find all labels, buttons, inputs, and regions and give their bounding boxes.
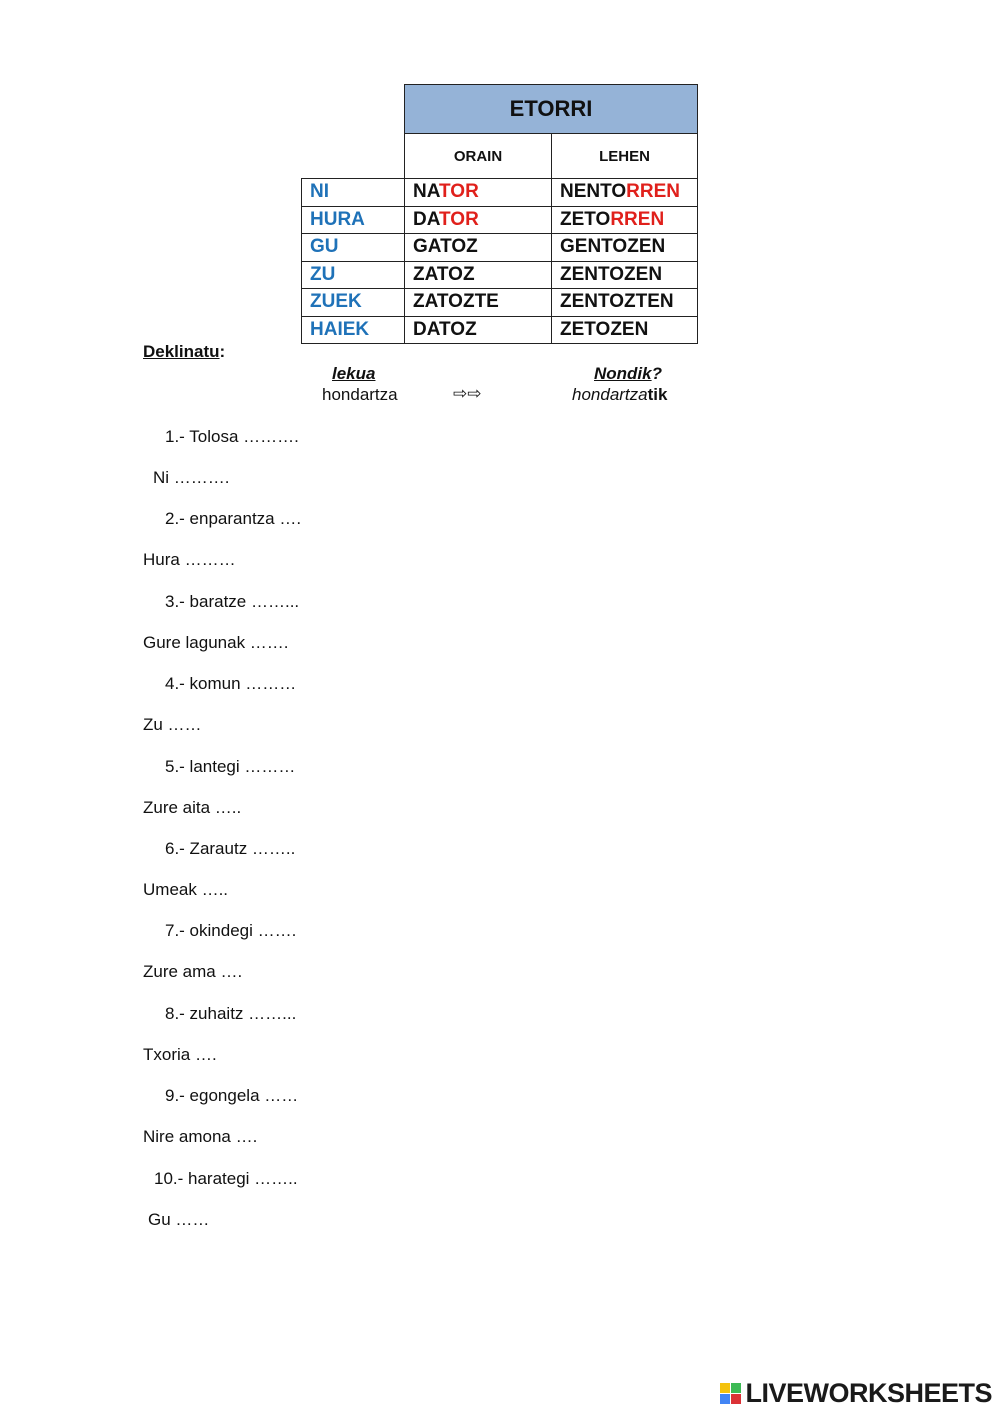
orain-stem: NA bbox=[413, 181, 440, 203]
exercise-place: 5.- lantegi ……… bbox=[165, 756, 296, 776]
pronoun-cell: HURA bbox=[302, 206, 405, 234]
example-result bbox=[572, 385, 667, 405]
table-row bbox=[302, 289, 698, 317]
exercise-place: 3.- baratze ……... bbox=[165, 591, 300, 611]
instruction-label-text: Deklinatu bbox=[143, 342, 220, 361]
exercise-sentence: Ni ………. bbox=[153, 468, 230, 487]
example-right-header-qmark: ? bbox=[651, 364, 662, 383]
exercise-sentence: Umeak ….. bbox=[143, 880, 229, 899]
logo-square bbox=[720, 1394, 730, 1404]
exercise-place: 6.- Zarautz …….. bbox=[165, 839, 296, 858]
lehen-stem: ZENTOZEN bbox=[560, 263, 663, 285]
exercise-place: 4.- komun ……… bbox=[165, 674, 297, 694]
orain-stem: ZATOZ bbox=[413, 263, 475, 285]
pronoun-cell: HAIEK bbox=[302, 316, 405, 344]
liveworksheets-logo-icon bbox=[720, 1383, 741, 1404]
exercise-sentence: Zure ama …. bbox=[143, 962, 243, 982]
lehen-cell bbox=[552, 206, 698, 234]
column-header-lehen: LEHEN bbox=[552, 134, 698, 179]
orain-cell bbox=[405, 179, 552, 207]
lehen-cell bbox=[552, 261, 698, 289]
pronoun-cell: NI bbox=[302, 179, 405, 207]
orain-stem: ZATOZTE bbox=[413, 291, 499, 313]
exercise-sentence: Hura ……… bbox=[143, 550, 236, 570]
example-left-header: lekua bbox=[332, 364, 376, 383]
lehen-stem: GENTOZEN bbox=[560, 236, 666, 258]
lehen-stem: ZETOZEN bbox=[560, 318, 649, 340]
exercise-place: 10.- harategi …….. bbox=[154, 1168, 298, 1188]
lehen-cell bbox=[552, 179, 698, 207]
table-row bbox=[302, 234, 698, 262]
table-row bbox=[302, 206, 698, 234]
brand-logo bbox=[720, 1378, 992, 1409]
lehen-ending: RREN bbox=[610, 208, 665, 230]
exercise-place: 2.- enparantza …. bbox=[165, 509, 302, 529]
exercise-place: 8.- zuhaitz ……... bbox=[165, 1003, 297, 1023]
exercise-sentence: Gu …… bbox=[148, 1209, 210, 1229]
pronoun-cell: ZU bbox=[302, 261, 405, 289]
orain-cell bbox=[405, 234, 552, 262]
orain-cell bbox=[405, 316, 552, 344]
orain-ending: TOR bbox=[439, 181, 479, 203]
lehen-cell bbox=[552, 234, 698, 262]
lehen-cell bbox=[552, 289, 698, 317]
exercise-sentence: Nire amona …. bbox=[143, 1127, 258, 1147]
logo-square bbox=[720, 1383, 730, 1393]
exercise-place: 1.- Tolosa ………. bbox=[165, 427, 299, 446]
table-corner bbox=[302, 85, 405, 134]
logo-square bbox=[731, 1383, 741, 1393]
instruction-label bbox=[143, 342, 225, 362]
lehen-cell bbox=[552, 316, 698, 344]
column-header-orain: ORAIN bbox=[405, 134, 552, 179]
brand-text: LIVEWORKSHEETS bbox=[745, 1378, 992, 1408]
table-row bbox=[302, 179, 698, 207]
exercise-sentence: Txoria …. bbox=[143, 1044, 217, 1064]
table-title: ETORRI bbox=[405, 85, 698, 134]
pronoun-cell: ZUEK bbox=[302, 289, 405, 317]
exercise-sentence: Gure lagunak ……. bbox=[143, 632, 289, 652]
table-corner bbox=[302, 134, 405, 179]
orain-stem: DATOZ bbox=[413, 318, 477, 340]
orain-stem: DA bbox=[413, 208, 440, 230]
example-result-suffix: tik bbox=[647, 385, 668, 404]
double-arrow-icon: ⇨⇨ bbox=[453, 384, 482, 403]
pronoun-cell: GU bbox=[302, 234, 405, 262]
lehen-ending: RREN bbox=[626, 181, 681, 203]
table-row bbox=[302, 316, 698, 344]
orain-stem: GATOZ bbox=[413, 236, 478, 258]
example-place: hondartza bbox=[322, 385, 398, 404]
example-result-stem: hondartza bbox=[572, 385, 648, 404]
logo-square bbox=[731, 1394, 741, 1404]
conjugation-table bbox=[301, 84, 698, 344]
lehen-stem: ZETO bbox=[560, 208, 611, 230]
orain-cell bbox=[405, 289, 552, 317]
instruction-label-colon: : bbox=[219, 342, 226, 361]
exercise-place: 7.- okindegi ……. bbox=[165, 921, 297, 941]
exercise-place: 9.- egongela …… bbox=[165, 1086, 299, 1106]
example-right-header-word: Nondik bbox=[594, 364, 652, 383]
lehen-stem: ZENTOZTEN bbox=[560, 291, 674, 313]
orain-ending: TOR bbox=[439, 208, 479, 230]
orain-cell bbox=[405, 206, 552, 234]
example-right-header bbox=[594, 364, 662, 384]
exercise-sentence: Zure aita ….. bbox=[143, 797, 242, 817]
table-row bbox=[302, 261, 698, 289]
lehen-stem: NENTO bbox=[560, 181, 627, 203]
exercise-sentence: Zu …… bbox=[143, 715, 202, 735]
orain-cell bbox=[405, 261, 552, 289]
